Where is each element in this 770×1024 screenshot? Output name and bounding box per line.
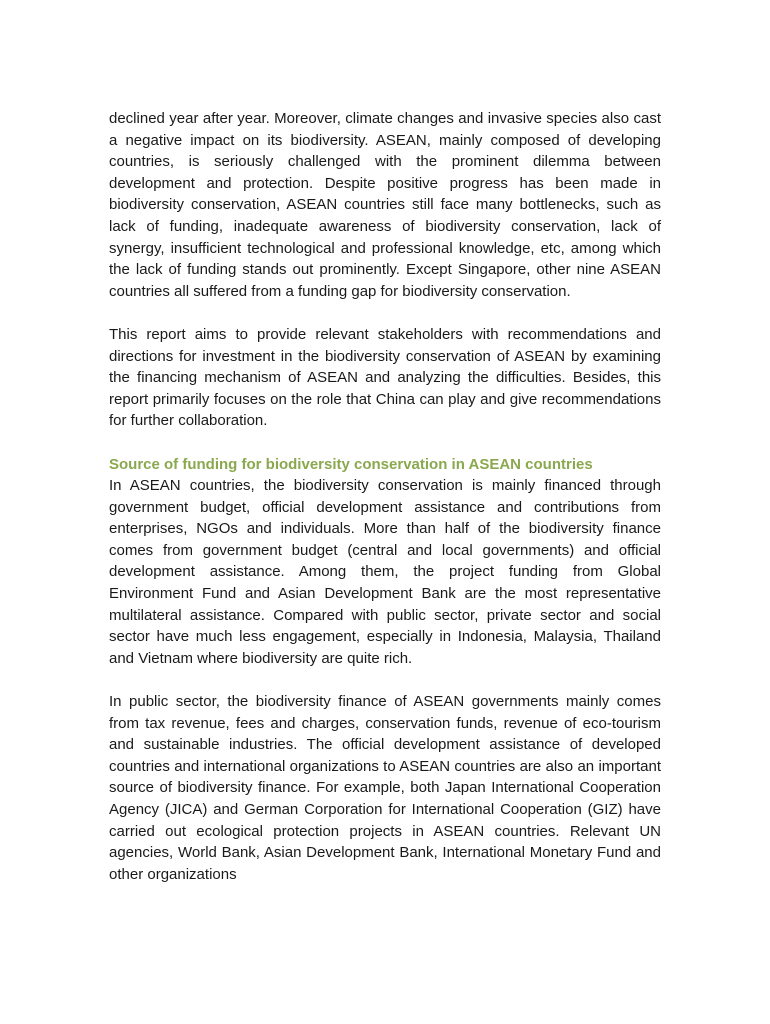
paragraph-funding-sources: In ASEAN countries, the biodiversity conservation is mainly financed through government budget, official development assistance and contributions from enterprises, NGOs and individuals. More than half of the biodiversity finance comes from government budget (central and local governments) and official development assistance. Among them, the project funding from Global Environment Fund and Asian Development Bank are the most representative multilateral assistance. Compared with public sector, private sector and social sector have much less engagement, especially in Indonesia, Malaysia, Thailand and Vietnam where biodiversity are quite rich. [109, 477, 661, 667]
section-heading: Source of funding for biodiversity conservation in ASEAN countries [109, 455, 593, 473]
text-column [109, 108, 661, 885]
paragraph-report-aims: This report aims to provide relevant stakeholders with recommendations and directions for investment in the biodiversity conservation of ASEAN by examining the financing mechanism of ASEAN and analyzing the difficulties. Besides, this report primarily focuses on the role that China can play and give recommendations for further collaboration. [109, 325, 661, 430]
paragraph-public-sector: In public sector, the biodiversity finance of ASEAN governments mainly comes from tax revenue, fees and charges, conservation funds, revenue of eco-tourism and sustainable industries. The official development assistance of developed countries and international organizations to ASEAN countries are also an important source of biodiversity finance. For example, both Japan International Cooperation Agency (JICA) and German Corporation for International Cooperation (GIZ) have carried out ecological protection projects in ASEAN countries. Relevant UN agencies, World Bank, Asian Development Bank, International Monetary Fund and other organizations [109, 693, 661, 883]
paragraph-funding-gap: declined year after year. Moreover, climate changes and invasive species also cast a negative impact on its biodiversity. ASEAN, mainly composed of developing countries, is seriously challenged with the prominent dilemma between development and protection. Despite positive progress has been made in biodiversity conservation, ASEAN countries still face many bottlenecks, such as lack of funding, inadequate awareness of biodiversity conservation, lack of synergy, insufficient technological and professional knowledge, etc, among which the lack of funding stands out prominently. Except Singapore, other nine ASEAN countries all suffered from a funding gap for biodiversity conservation. [109, 110, 661, 300]
paragraph-spacer [109, 432, 661, 454]
paragraph-spacer [109, 669, 661, 691]
paragraph-spacer [109, 302, 661, 324]
